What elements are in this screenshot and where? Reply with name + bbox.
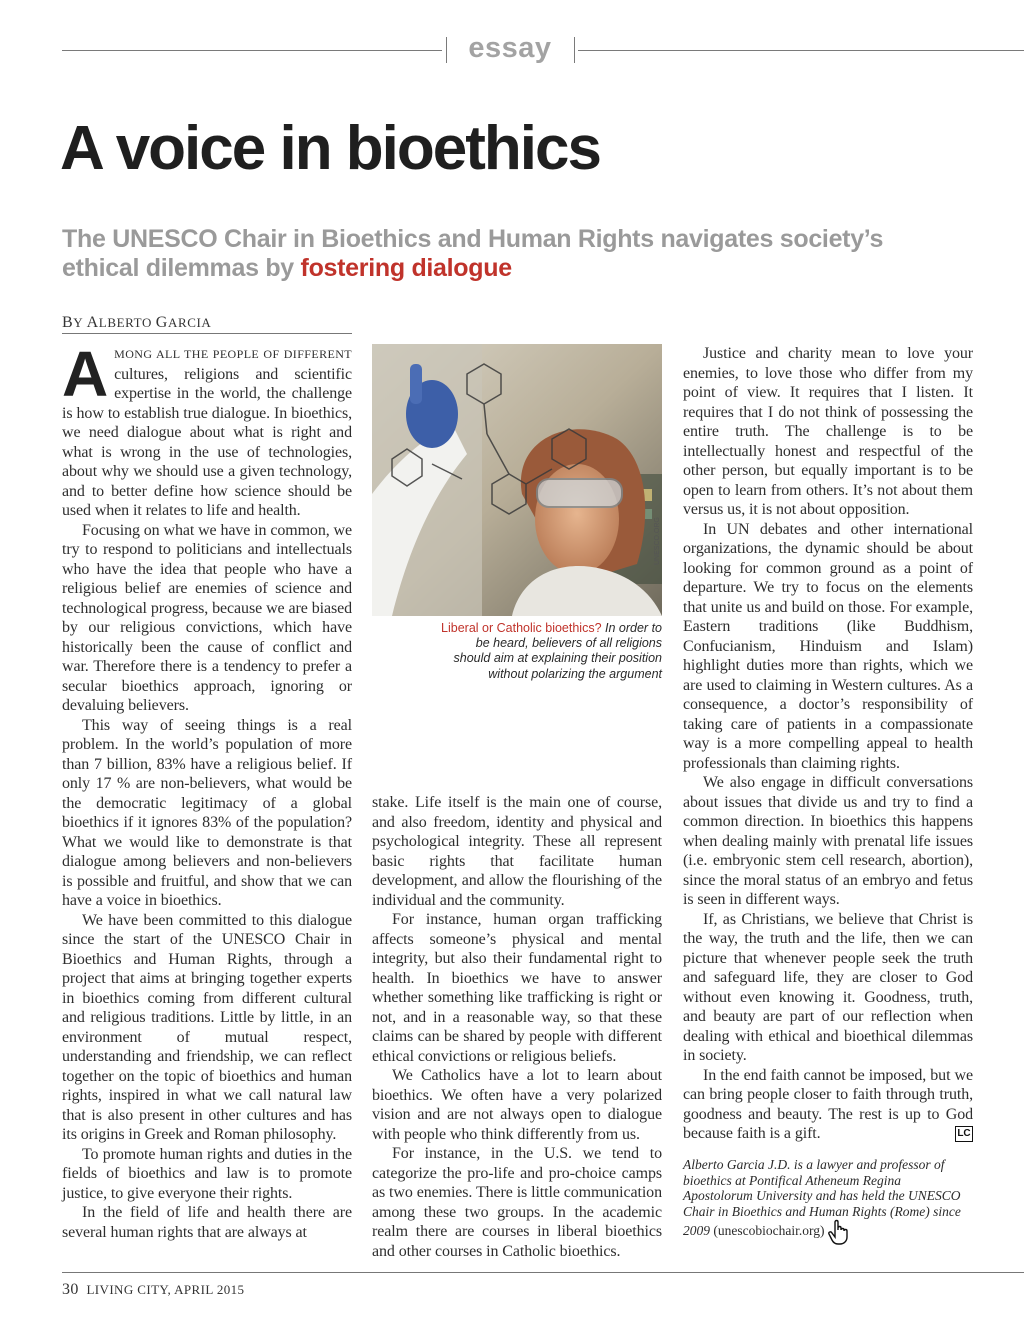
lead-paragraph bbox=[62, 338, 352, 521]
bio-link[interactable]: (unescobiochair.org) bbox=[713, 1223, 825, 1239]
footer bbox=[62, 1281, 244, 1299]
article-deck bbox=[62, 225, 962, 283]
paragraph: This way of seeing things is a real problem. In the world’s population of more than 7 billion, 83% have a religious belief. If only 17 % are non-believers, what would be the democratic legitimacy of a global bioethics if it ignores 83% of the population? What we would like to demonstrate is that dialogue among believers and non-believers is possible and fruitful, and show that we can have a voice in bioethics. bbox=[62, 716, 352, 909]
byline bbox=[62, 314, 211, 332]
column-2 bbox=[372, 793, 662, 1261]
paragraph: We Catholics have a lot to learn about bioethics. We often have a very polarized vision and are not always open to dialogue with people who think differently from us. bbox=[372, 1067, 662, 1143]
footer-rule bbox=[62, 1272, 1024, 1273]
header-rule-right bbox=[578, 50, 1024, 51]
section-label: essay bbox=[468, 32, 552, 64]
paragraph: We have been committed to this dialogue since the start of the UNESCO Chair in Bioethics and Human Rights, through a project that aims at bringing together experts in bioethics coming from different cultural and religious traditions. Little by little, in an environment of mutual respect, understanding and friendship, we can reflect together on the topic of bioethics and human rights, inspired in what we call natural law that is also present in other cultures and has its origins in Greek and Roman philosophy. bbox=[62, 911, 352, 1143]
byline-cap-b: B bbox=[62, 314, 74, 331]
paragraph: For instance, in the U.S. we tend to categorize the pro-life and pro-choice camps as two enemies. There is little communication among these two groups. In the academic realm there are courses in liberal bioethics and other courses in Catholic bioethics. bbox=[372, 1145, 662, 1260]
paragraph: In UN debates and other international organizations, the dynamic should be about looking for common ground as a point of departure. We try to focus on the elements that unite us and build on those. For example, Eastern traditions (like Buddhism, Confucianism, Hinduism and Islam) highlight duties more than rights, which we are used to claiming in Western cultures. As a consequence, a doctor’s responsibility of taking care of patients in a compassionate way is a more compelling appeal to health professionals than claiming rights. bbox=[683, 520, 973, 772]
article-title: A voice in bioethics bbox=[60, 114, 600, 183]
end-mark-icon: LC bbox=[955, 1126, 973, 1142]
column-1 bbox=[62, 338, 352, 1242]
paragraph: If, as Christians, we believe that Christ is the way, the truth and the life, then we can picture that whenever people seek the truth and safeguard life, they are closer to God without even knowing it. Goodness, truth, and beauty are part of our reflection when dealing with ethical and bioethical dilemmas in society. bbox=[683, 910, 973, 1064]
byline-rule bbox=[62, 333, 352, 334]
photo-credit: UNESCO.ORG bbox=[654, 517, 661, 565]
byline-cap-g: G bbox=[155, 314, 168, 331]
pointer-hand-icon bbox=[828, 1219, 850, 1245]
page-number: 30 bbox=[62, 1281, 79, 1298]
paragraph: Justice and charity mean to love your enemies, to love those who differ from my point of view. It requires that I listen. It requires that I do not think of possessing the entire truth. The challenge is to be intellectually honest and respectful of the other person, but equally important is to be open to learn from others. It’s not about them versus us, it is not about opposition. bbox=[683, 345, 973, 518]
column-3 bbox=[683, 344, 973, 1144]
byline-first-name: LBERTO bbox=[98, 315, 156, 330]
paragraph: For instance, human organ trafficking affects someone’s physical and mental integrity, but also their fundamental right to health. In bioethics we have to answer whether something like trafficking is right or not, and in a reasonable way, so that these claims can be shared by people with different ethical convictions or religious beliefs. bbox=[372, 911, 662, 1065]
paragraph: Focusing on what we have in common, we try to respond to politicians and intellectuals who have the idea that people who have a religious belief are enemies of science and technological progress, because we are biased by our religious convictions, which have historically been the cause of conflict and war. Therefore there is a tendency to prefer a secular bioethics approach, ignoring or devaluing believers. bbox=[62, 521, 352, 714]
drop-cap: A bbox=[62, 338, 109, 410]
deck-text: The UNESCO Chair in Bioethics and Human Rights navigates society’s ethical dilemmas by bbox=[62, 225, 884, 282]
header-divider-right bbox=[574, 37, 575, 63]
paragraph: stake. Life itself is the main one of course, and also freedom, identity and physical and psychological integrity. These all represent basic rights that facilitate human development, and allow the flourishing of the individual and the community. bbox=[372, 794, 662, 909]
byline-last-name: ARCIA bbox=[167, 315, 212, 330]
publication-info: LIVING CITY, APRIL 2015 bbox=[86, 1282, 245, 1297]
paragraph: In the field of life and health there are several human rights that are always at bbox=[62, 1204, 352, 1241]
lead-smallcaps: MONG ALL THE PEOPLE OF DIFFERENT bbox=[114, 347, 352, 361]
byline-cap-a: A bbox=[86, 314, 99, 331]
caption-lead: Liberal or Catholic bioethics? bbox=[441, 621, 602, 635]
final-paragraph-text: In the end faith cannot be imposed, but we can bring people closer to faith through truth, goodness and beauty. The rest is up to God because faith is a gift. bbox=[683, 1066, 973, 1142]
lead-text: cultures, religions and scientific expertise in the world, the challenge is how to establish true dialogue. In bioethics, we need dialogue about what is right and what is wrong in the use of technologies, about why we should use a given technology, and to better define how science should be used when it relates to life and health. bbox=[62, 365, 352, 519]
header-rule-left bbox=[62, 50, 442, 51]
bio-text: Alberto Garcia J.D. is a lawyer and professor of bioethics at Pontifical Atheneum Regina Apostolorum University and has held the UNESCO Chair in Bioethics and Human Rights (Rome) since 2009 bbox=[683, 1157, 961, 1239]
lab-scientist-image bbox=[372, 344, 662, 616]
byline-by: Y bbox=[73, 315, 87, 330]
caption-text: In order to be heard, believers of all religions should aim at explaining their position without polarizing the argument bbox=[453, 621, 662, 681]
paragraph: To promote human rights and duties in the fields of bioethics and law is to promote justice, to give everyone their rights. bbox=[62, 1145, 352, 1202]
article-photo bbox=[372, 344, 662, 616]
header-divider-left bbox=[446, 37, 447, 63]
paragraph: We also engage in difficult conversations about issues that divide us and try to find a common direction. In bioethics this happens when dealing mainly with prenatal life issues (i.e. embryonic stem cell research, abortion), since the moral status of an embryo and fetus is seen in different ways. bbox=[683, 774, 973, 908]
final-paragraph bbox=[683, 1066, 973, 1144]
photo-caption bbox=[440, 621, 662, 682]
author-bio bbox=[683, 1157, 973, 1245]
deck-accent: fostering dialogue bbox=[300, 254, 512, 282]
